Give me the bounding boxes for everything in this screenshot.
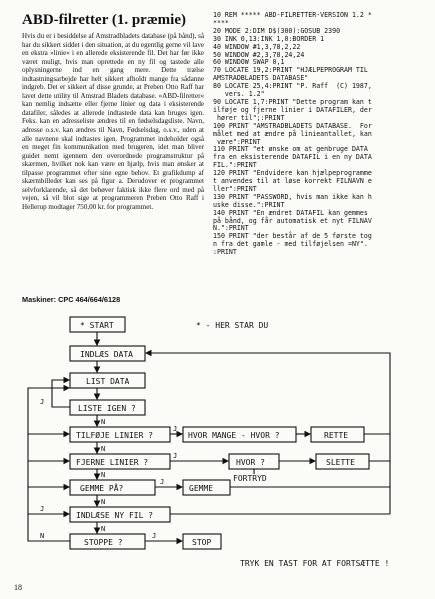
listing-line: 40 WINDOW #1,3,78,2,22 (213, 42, 301, 51)
listing-line: fra en eksisterende DATAFIL i en ny DATA (213, 153, 372, 162)
listing-line: på bånd, og får automatisk et nyt FILNAV (213, 216, 372, 225)
node-liste-igen: LISTE IGEN ? (78, 404, 136, 413)
listing-line: n fra det gamle - med tilføjelsen =NY". (213, 240, 368, 249)
node-stoppe: STOPPE ? (84, 538, 123, 547)
listing-line: 30 INK 0,13:INK 1,0:BORDER 1 (213, 34, 325, 43)
listing-line: t anvendes til at løse korrekt FILNAVN e (213, 177, 372, 186)
node-fjerne: FJERNE LINIER ? (76, 458, 149, 467)
node-tilfoeje: TILFØJE LINIER ? (76, 431, 154, 440)
listing-line: vers. 1.2" (213, 90, 265, 99)
listing-line: 20 MODE 2:DIM D$(300):GOSUB 2390 (213, 26, 341, 35)
no-label: N (101, 525, 106, 533)
article-title: ABD-filretter (1. præmie) (22, 12, 186, 28)
yes-label: J (160, 478, 165, 486)
listing-line: 150 PRINT "der består af de 5 første tog (213, 232, 372, 241)
node-stop: STOP (192, 538, 212, 547)
program-listing (213, 12, 418, 257)
listing-line: målet med at ændre på linieantallet, kan (213, 129, 372, 138)
footer-prompt: TRYK EN TAST FOR AT FORTSÆTTE ! (240, 559, 390, 568)
node-list: LIST DATA (86, 377, 130, 386)
node-rette: RETTE (324, 431, 349, 440)
no-label: N (101, 471, 106, 479)
node-indlaes: INDLÆS DATA (80, 350, 133, 359)
listing-line: 110 PRINT "et ønske om at genbruge DATA (213, 145, 368, 154)
node-gemme: GEMME (189, 484, 214, 493)
listing-line: FIL.":PRINT (213, 161, 257, 170)
listing-line: AMSTRADBLADETS DATABASE" (213, 74, 309, 83)
listing-line: :PRINT (213, 248, 237, 257)
node-indlaese-ny: INDLÆSE NY FIL ? (76, 511, 154, 520)
listing-line: ilføje og fjerne linier i DATAFILER, der (213, 105, 372, 114)
node-fortryd: FORTRYD (233, 474, 267, 483)
no-label: N (101, 445, 106, 453)
listing-line: ller":PRINT (213, 184, 257, 193)
listing-line: 70 LOCATE 19,2:PRINT "HJÆLPEPROGRAM TIL (213, 66, 368, 75)
listing-line: 140 PRINT "En ændret DATAFIL kan gemmes (213, 208, 368, 217)
listing-line: 10 REM ***** ABD-FILRETTER-VERSION 1.2 * (213, 11, 372, 19)
listing-line: hører til";:PRINT (213, 113, 285, 122)
no-label: N (40, 532, 45, 540)
listing-line: uske disse.":PRINT (213, 200, 285, 209)
node-hvor: HVOR ? (236, 458, 265, 467)
node-slette: SLETTE (326, 458, 355, 467)
listing-line: 120 PRINT "Endvidere kan hjælpeprogramme (213, 169, 372, 178)
no-label: N (101, 498, 106, 506)
page-number: 18 (14, 583, 22, 592)
listing-line: 130 PRINT "PASSWORD, hvis man ikke kan h (213, 192, 372, 201)
yes-label: J (152, 532, 157, 540)
node-hvor-mange: HVOR MANGE - HVOR ? (188, 431, 280, 440)
flowchart (0, 300, 435, 585)
listing-line: N.":PRINT (213, 224, 249, 233)
listing-line: være":PRINT (213, 137, 261, 146)
listing-line: 50 WINDOW #2,3,78,24,24 (213, 50, 305, 59)
here-note: * - HER STAR DU (196, 321, 269, 330)
yes-label: J (40, 505, 45, 513)
listing-line: 100 PRINT "AMSTRADBLADETS DATABASE. For (213, 121, 372, 130)
article-body: Hvis du er i besiddelse af Amstradbladets database (på bånd), så har du sikkert siddet i den situation, at du egentlig gerne vil lave en ekstra »linie« i en allerede eksisterende fil. Det har før ikke været muligt, hvis man oprettede en ny fil og tastede alle oplysningerne ind en gang mere. Dette trælse indtastningsarbejde har helt sikkert afholdt mange fra sådanne indgreb. Det er sikkert af disse grunde, at Preben Otto Raff har lavet dette utility til Amstrad Bladets database. »ABD-filretter« kan nemlig indsætte eller fjerne linier og data i eksisterende datafiler, således at allerede indtastede data kan bruges igen. Feks. kan en adresseliste ændres til en fødselsdagsliste. Navn, adresse o.s.v. kan ændres til Navn, Fødselsdag, o.s.v., uden at alle navnene skal indtastes igen. Programmet indeholder også en meget fin kommunikation med brugeren, idet man bliver guidet nemt igennem den overordnede programstruktur på skærmen, hvilket nok kan være en hjælp, hvis man ønsker at tilpasse programmet efter sine egne behov. Et grafikdump af skærmbilledet kan ses på figur a. Derudover er programmet selvforklarende, så det behøver faktisk ikke flere ord med på vejen, så vil blot sige at programmeren Preben Otto Raff i Hellerup modtager 750,00 kr. for programmet. (22, 32, 204, 211)
listing-line: 90 LOCATE 1,7:PRINT "Dette program kan t (213, 97, 372, 106)
node-start: * START (80, 321, 114, 330)
listing-line: 80 LOCATE 25,4:PRINT "P. Raff (C) 1987, (213, 82, 372, 91)
machine-label: Maskiner: CPC 464/664/6128 (22, 295, 121, 304)
listing-line: **** (213, 18, 229, 27)
node-gemme-paa: GEMME PÅ? (80, 484, 124, 493)
no-label: N (101, 418, 106, 426)
yes-label: J (40, 398, 45, 406)
yes-label: J (173, 425, 178, 433)
yes-label: J (173, 452, 178, 460)
listing-line: 60 WINDOW SWAP 0,1 (213, 58, 285, 67)
